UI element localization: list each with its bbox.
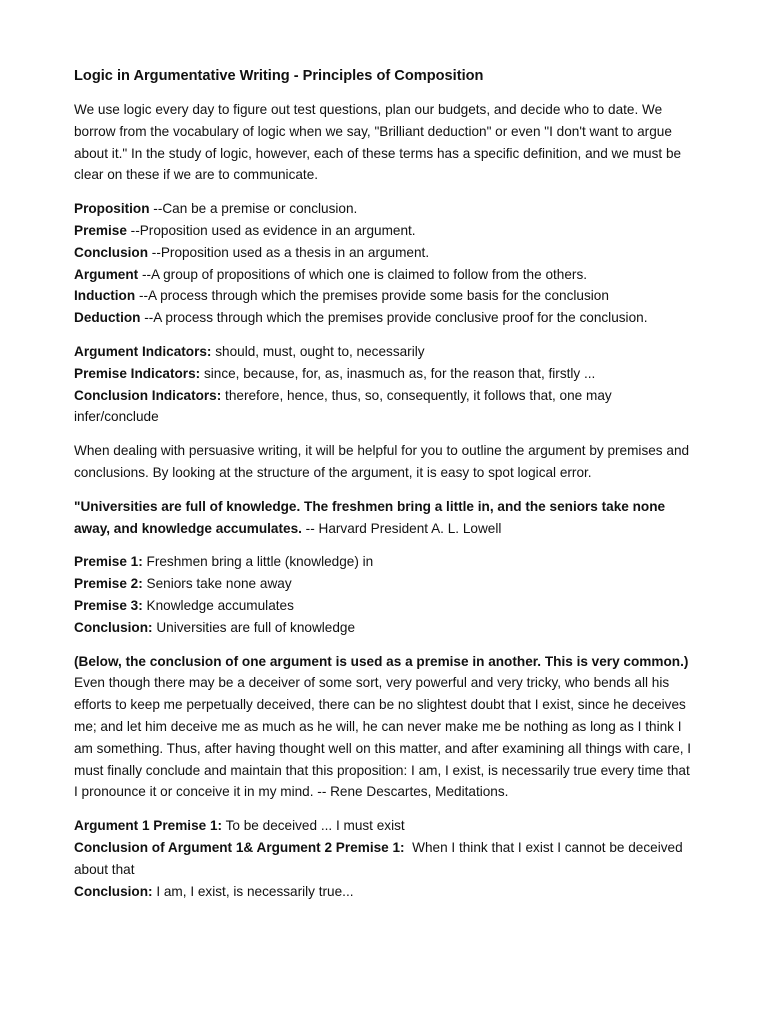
breakdown-text: Universities are full of knowledge xyxy=(152,619,356,635)
definition-conclusion xyxy=(74,242,696,264)
definition-term: Induction xyxy=(74,288,136,304)
definition-text: --Proposition used as evidence in an argument. xyxy=(126,222,416,238)
document-title: Logic in Argumentative Writing - Principles of Composition xyxy=(74,68,484,84)
argument-1-premise-1 xyxy=(74,815,696,837)
indicator-text: therefore, hence, thus, so, consequently, it follows that, one may infer/conclude xyxy=(74,387,612,425)
indicator-text: should, must, ought to, necessarily xyxy=(211,343,425,359)
definition-text: --A process through which the premises provide some basis for the conclusion xyxy=(135,288,609,304)
indicator-term: Premise Indicators: xyxy=(74,365,201,381)
intro-paragraph: We use logic every day to figure out test questions, plan our budgets, and decide who to date. We borrow from the vocabulary of logic when we say, "Brilliant deduction" or even "I don't want to argue about it." In the study of logic, however, each of these terms has a specific definition, and we must be clear on these if we are to communicate. xyxy=(74,102,682,183)
outline-paragraph: When dealing with persuasive writing, it will be helpful for you to outline the argument by premises and conclusions. By looking at the structure of the argument, it is easy to spot logical error. xyxy=(74,443,690,480)
breakdown-text: Seniors take none away xyxy=(142,576,292,592)
conclusion xyxy=(74,617,696,639)
indicator-text: since, because, for, as, inasmuch as, for the reason that, firstly ... xyxy=(200,365,596,381)
definition-text: --A process through which the premises provide conclusive proof for the conclusion. xyxy=(140,310,648,326)
breakdown-text: To be deceived ... I must exist xyxy=(222,818,405,834)
breakdown-text: Freshmen bring a little (knowledge) in xyxy=(142,554,374,570)
descartes-breakdown xyxy=(74,815,696,902)
breakdown-text: Knowledge accumulates xyxy=(142,597,294,613)
indicator-term: Conclusion Indicators: xyxy=(74,387,222,403)
indicator-argument xyxy=(74,341,696,363)
definition-term: Argument xyxy=(74,266,139,282)
definition-argument xyxy=(74,264,696,286)
breakdown-text: I am, I exist, is necessarily true... xyxy=(152,883,354,899)
definition-premise xyxy=(74,220,696,242)
breakdown-text: When I think that I exist I cannot be deceived about that xyxy=(74,839,687,877)
quote-text: "Universities are full of knowledge. The freshmen bring a little in, and the seniors take none away, and knowledge accumulates. xyxy=(74,498,666,536)
argument-1-conclusion xyxy=(74,837,696,881)
premise-2 xyxy=(74,573,696,595)
quote-attribution: -- Harvard President A. L. Lowell xyxy=(301,520,502,536)
breakdown-term: Premise 3: xyxy=(74,597,143,613)
definition-proposition xyxy=(74,198,696,220)
definitions-list xyxy=(74,198,696,329)
breakdown-term: Premise 1: xyxy=(74,554,143,570)
indicator-conclusion xyxy=(74,385,696,429)
breakdown-term: Conclusion: xyxy=(74,883,153,899)
definition-term: Conclusion xyxy=(74,244,149,260)
definition-text: --Can be a premise or conclusion. xyxy=(149,201,358,217)
descartes-paragraph: Even though there may be a deceiver of some sort, very powerful and very tricky, who bends all his efforts to keep me perpetually deceived, there can be no slightest doubt that I exist, since he deceives me; and let him deceive me as much as he will, he can never make me be nothing as long as I think I am something. Thus, after having thought well on this matter, and after examining all things with care, I must finally conclude and maintain that this proposition: I am, I exist, is necessarily true every time that I pronounce it or conceive it in my mind. -- Rene Descartes, Meditations. xyxy=(74,675,692,800)
breakdown-term: Argument 1 Premise 1: xyxy=(74,818,223,834)
breakdown-term: Conclusion: xyxy=(74,619,153,635)
lowell-quote xyxy=(74,496,696,540)
definition-induction xyxy=(74,285,696,307)
definition-term: Proposition xyxy=(74,201,150,217)
premise-1 xyxy=(74,551,696,573)
lowell-breakdown xyxy=(74,551,696,638)
breakdown-term: Conclusion of Argument 1& Argument 2 Premise 1: xyxy=(74,839,405,855)
definition-term: Deduction xyxy=(74,310,141,326)
final-conclusion xyxy=(74,881,696,903)
indicator-term: Argument Indicators: xyxy=(74,343,212,359)
definition-term: Premise xyxy=(74,222,127,238)
indicators-list xyxy=(74,341,696,428)
note-text: (Below, the conclusion of one argument is used as a premise in another. This is very common.) xyxy=(74,653,689,669)
descartes-section xyxy=(74,651,696,804)
premise-3 xyxy=(74,595,696,617)
definition-text: --Proposition used as a thesis in an argument. xyxy=(148,244,430,260)
breakdown-term: Premise 2: xyxy=(74,576,143,592)
definition-deduction xyxy=(74,307,696,329)
definition-text: --A group of propositions of which one is claimed to follow from the others. xyxy=(138,266,588,282)
indicator-premise xyxy=(74,363,696,385)
